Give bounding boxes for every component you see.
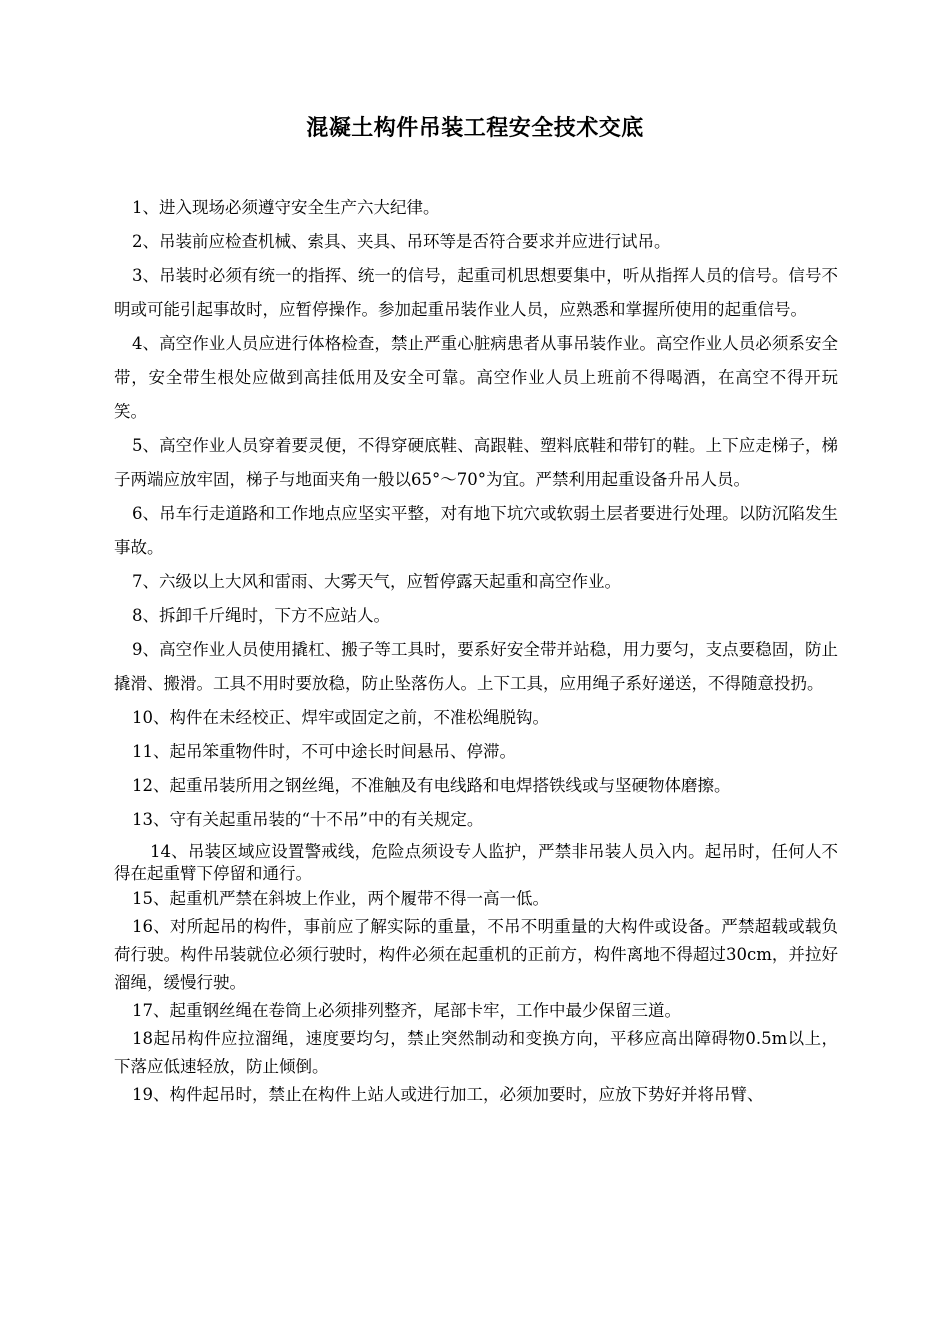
paragraph-18: 18起吊构件应拉溜绳，速度要均匀，禁止突然制动和变换方向，平移应高出障碍物0.5m以上，下落应低速轻放，防止倾倒。 <box>114 1029 838 1076</box>
paragraph-15: 15、起重机严禁在斜坡上作业，两个履带不得一高一低。 <box>132 889 549 908</box>
paragraph-9: 9、高空作业人员使用撬杠、搬子等工具时，要系好安全带并站稳，用力要匀，支点要稳固，防止撬滑、搬滑。工具不用时要放稳，防止坠落伤人。上下工具，应用绳子系好递送，不得随意投扔。 <box>114 640 838 693</box>
paragraph-10: 10、构件在未经校正、焊牢或固定之前，不准松绳脱钩。 <box>132 708 549 727</box>
paragraph-3: 3、吊装时必须有统一的指挥、统一的信号，起重司机思想要集中，听从指挥人员的信号。信号不明或可能引起事故时，应暂停操作。参加起重吊装作业人员，应熟悉和掌握所使用的起重信号。 <box>114 266 838 319</box>
paragraph-16: 16、对所起吊的构件，事前应了解实际的重量，不吊不明重量的大构件或设备。严禁超载或载负荷行驶。构件吊装就位必须行驶时，构件必须在起重机的正前方，构件离地不得超过30cm，并拉好溜绳，缓慢行驶。 <box>114 917 838 992</box>
paragraph-14: 14、吊装区域应设置警戒线，危险点须设专人监护，严禁非吊装人员入内。起吊时，任何人不得在起重臂下停留和通行。 <box>114 842 838 883</box>
paragraph-8: 8、拆卸千斤绳时，下方不应站人。 <box>132 606 390 625</box>
paragraph-12: 12、起重吊装所用之钢丝绳，不准触及有电线路和电焊搭铁线或与坚硬物体磨擦。 <box>132 776 731 795</box>
document-body <box>114 191 838 1109</box>
paragraph-7: 7、六级以上大风和雷雨、大雾天气，应暂停露天起重和高空作业。 <box>132 572 621 591</box>
paragraph-13: 13、守有关起重吊装的“十不吊”中的有关规定。 <box>132 810 484 829</box>
paragraph-4: 4、高空作业人员应进行体格检查，禁止严重心脏病患者从事吊装作业。高空作业人员必须系安全带，安全带生根处应做到高挂低用及安全可靠。高空作业人员上班前不得喝酒，在高空不得开玩笑。 <box>114 334 838 421</box>
paragraph-2: 2、吊装前应检查机械、索具、夹具、吊环等是否符合要求并应进行试吊。 <box>132 232 671 251</box>
paragraph-17: 17、起重钢丝绳在卷筒上必须排列整齐，尾部卡牢，工作中最少保留三道。 <box>132 1001 681 1020</box>
paragraph-11: 11、起吊笨重物件时，不可中途长时间悬吊、停滞。 <box>132 742 516 761</box>
paragraph-5: 5、高空作业人员穿着要灵便，不得穿硬底鞋、高跟鞋、塑料底鞋和带钉的鞋。上下应走梯子，梯子两端应放牢固，梯子与地面夹角一般以65°～70°为宜。严禁利用起重设备升吊人员。 <box>114 436 838 489</box>
document-title: 混凝土构件吊装工程安全技术交底 <box>306 115 644 141</box>
paragraph-6: 6、吊车行走道路和工作地点应坚实平整，对有地下坑穴或软弱土层者要进行处理。以防沉陷发生事故。 <box>114 504 838 557</box>
paragraph-1: 1、进入现场必须遵守安全生产六大纪律。 <box>132 198 440 217</box>
paragraph-19: 19、构件起吊时，禁止在构件上站人或进行加工，必须加要时，应放下势好并将吊臂、 <box>132 1085 764 1104</box>
